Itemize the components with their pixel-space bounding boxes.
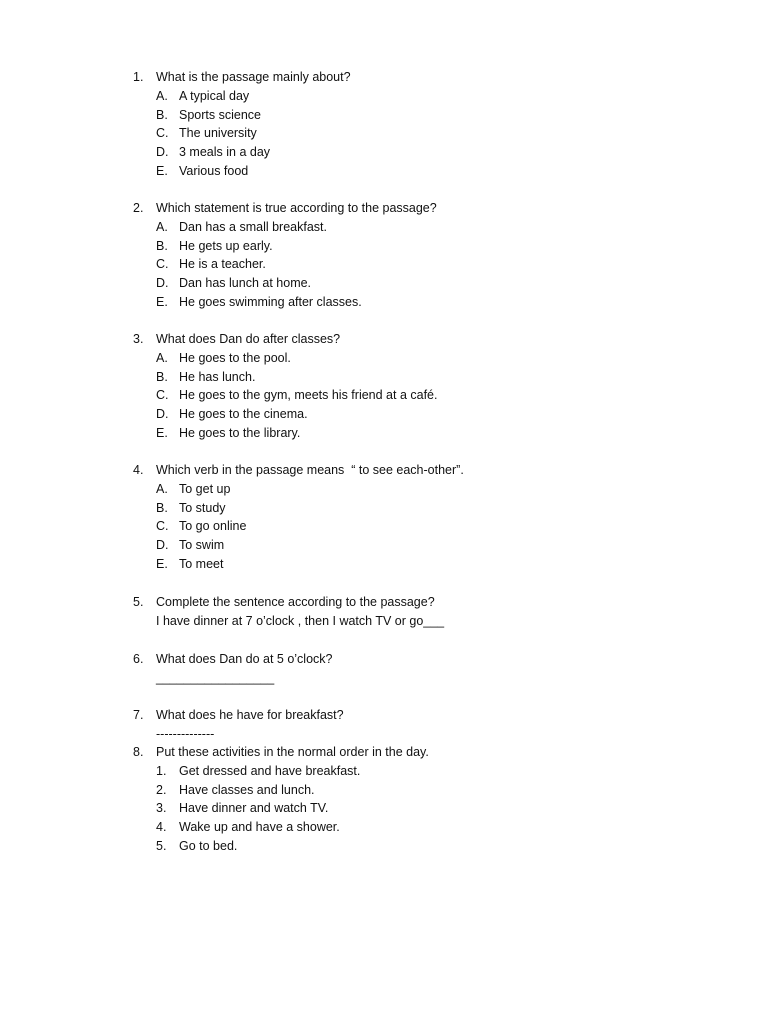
answer-option (133, 218, 733, 237)
option-text: He goes to the pool. (179, 350, 291, 365)
option-text: To study (179, 500, 226, 515)
question-text: Complete the sentence according to the passage? (156, 595, 435, 609)
option-label: E. (156, 163, 168, 178)
option-text: Dan has a small breakfast. (179, 219, 327, 234)
item-number: 2. (156, 782, 167, 797)
option-text: He gets up early. (179, 238, 273, 253)
question-2 (133, 199, 733, 312)
question-text: What does Dan do after classes? (156, 332, 341, 346)
question-stem (133, 743, 733, 762)
option-label: C. (156, 388, 169, 403)
option-label: B. (156, 500, 168, 515)
option-label: C. (156, 519, 169, 534)
option-label: A. (156, 350, 168, 365)
option-label: B. (156, 238, 168, 253)
item-number: 5. (156, 838, 167, 853)
fill-in-sentence (133, 612, 733, 631)
option-label: E. (156, 294, 168, 309)
answer-option (133, 349, 733, 368)
question-text: What is the passage mainly about? (156, 70, 351, 84)
option-text: Various food (179, 163, 249, 178)
option-text: 3 meals in a day (179, 145, 271, 160)
option-text: To get up (179, 481, 231, 496)
answer-line: _________________ (156, 670, 275, 685)
option-text: He has lunch. (179, 369, 256, 384)
item-number: 3. (156, 801, 167, 816)
answer-option (133, 536, 733, 555)
question-number: 5. (133, 595, 144, 609)
question-6 (133, 650, 733, 688)
question-3 (133, 330, 733, 443)
question-text: What does Dan do at 5 o’clock? (156, 652, 333, 666)
answer-option (133, 480, 733, 499)
question-number: 7. (133, 708, 144, 722)
question-stem (133, 650, 733, 669)
answer-option (133, 368, 733, 387)
answer-option (133, 517, 733, 536)
item-text: Wake up and have a shower. (179, 820, 340, 835)
answer-line: I have dinner at 7 o’clock , then I watch TV or go___ (156, 613, 445, 628)
answer-option (133, 386, 733, 405)
item-text: Go to bed. (179, 838, 238, 853)
item-text: Have dinner and watch TV. (179, 801, 329, 816)
item-number: 1. (156, 763, 167, 778)
question-stem (133, 199, 733, 218)
option-text: The university (179, 126, 257, 141)
question-1 (133, 68, 733, 181)
option-text: Sports science (179, 107, 261, 122)
option-text: To go online (179, 519, 247, 534)
item-text: Get dressed and have breakfast. (179, 763, 361, 778)
answer-option (133, 106, 733, 125)
option-label: B. (156, 107, 168, 122)
question-number: 3. (133, 332, 144, 346)
option-text: A typical day (179, 88, 250, 103)
question-stem (133, 330, 733, 349)
option-label: D. (156, 538, 169, 553)
answer-option (133, 87, 733, 106)
answer-option (133, 499, 733, 518)
question-number: 1. (133, 70, 144, 84)
option-text: He goes swimming after classes. (179, 294, 362, 309)
question-8 (133, 743, 733, 856)
answer-option (133, 293, 733, 312)
activity-item (133, 818, 733, 837)
activity-item (133, 799, 733, 818)
item-text: Have classes and lunch. (179, 782, 315, 797)
answer-option (133, 255, 733, 274)
answer-option (133, 143, 733, 162)
question-text: Which verb in the passage means “ to see each-other”. (156, 463, 464, 477)
activity-item (133, 762, 733, 781)
question-stem (133, 461, 733, 480)
option-text: He is a teacher. (179, 257, 266, 272)
answer-option (133, 124, 733, 143)
question-7 (133, 706, 733, 744)
option-label: A. (156, 219, 168, 234)
question-number: 2. (133, 201, 144, 215)
question-stem (133, 706, 733, 725)
option-label: D. (156, 276, 169, 291)
question-number: 8. (133, 745, 144, 759)
option-label: E. (156, 556, 168, 571)
option-label: D. (156, 407, 169, 422)
question-text: What does he have for breakfast? (156, 708, 344, 722)
option-text: Dan has lunch at home. (179, 276, 312, 291)
activity-item (133, 837, 733, 856)
answer-option (133, 424, 733, 443)
option-label: B. (156, 369, 168, 384)
option-label: A. (156, 481, 168, 496)
answer-blank (133, 725, 733, 744)
question-text: Put these activities in the normal order in the day. (156, 745, 429, 759)
option-label: E. (156, 425, 168, 440)
question-4 (133, 461, 733, 574)
option-text: He goes to the library. (179, 425, 301, 440)
question-stem (133, 68, 733, 87)
option-label: C. (156, 257, 169, 272)
question-number: 6. (133, 652, 144, 666)
option-label: C. (156, 126, 169, 141)
answer-option (133, 237, 733, 256)
item-number: 4. (156, 820, 167, 835)
question-text: Which statement is true according to the passage? (156, 201, 437, 215)
answer-option (133, 555, 733, 574)
option-text: To meet (179, 556, 224, 571)
option-text: He goes to the gym, meets his friend at a café. (179, 388, 438, 403)
answer-option (133, 162, 733, 181)
answer-option (133, 274, 733, 293)
question-stem (133, 593, 733, 612)
option-label: D. (156, 145, 169, 160)
option-text: He goes to the cinema. (179, 407, 308, 422)
option-label: A. (156, 88, 168, 103)
option-text: To swim (179, 538, 225, 553)
answer-line: -------------- (156, 726, 215, 741)
activity-item (133, 781, 733, 800)
answer-option (133, 405, 733, 424)
question-5 (133, 593, 733, 631)
question-number: 4. (133, 463, 144, 477)
answer-blank (133, 669, 733, 688)
